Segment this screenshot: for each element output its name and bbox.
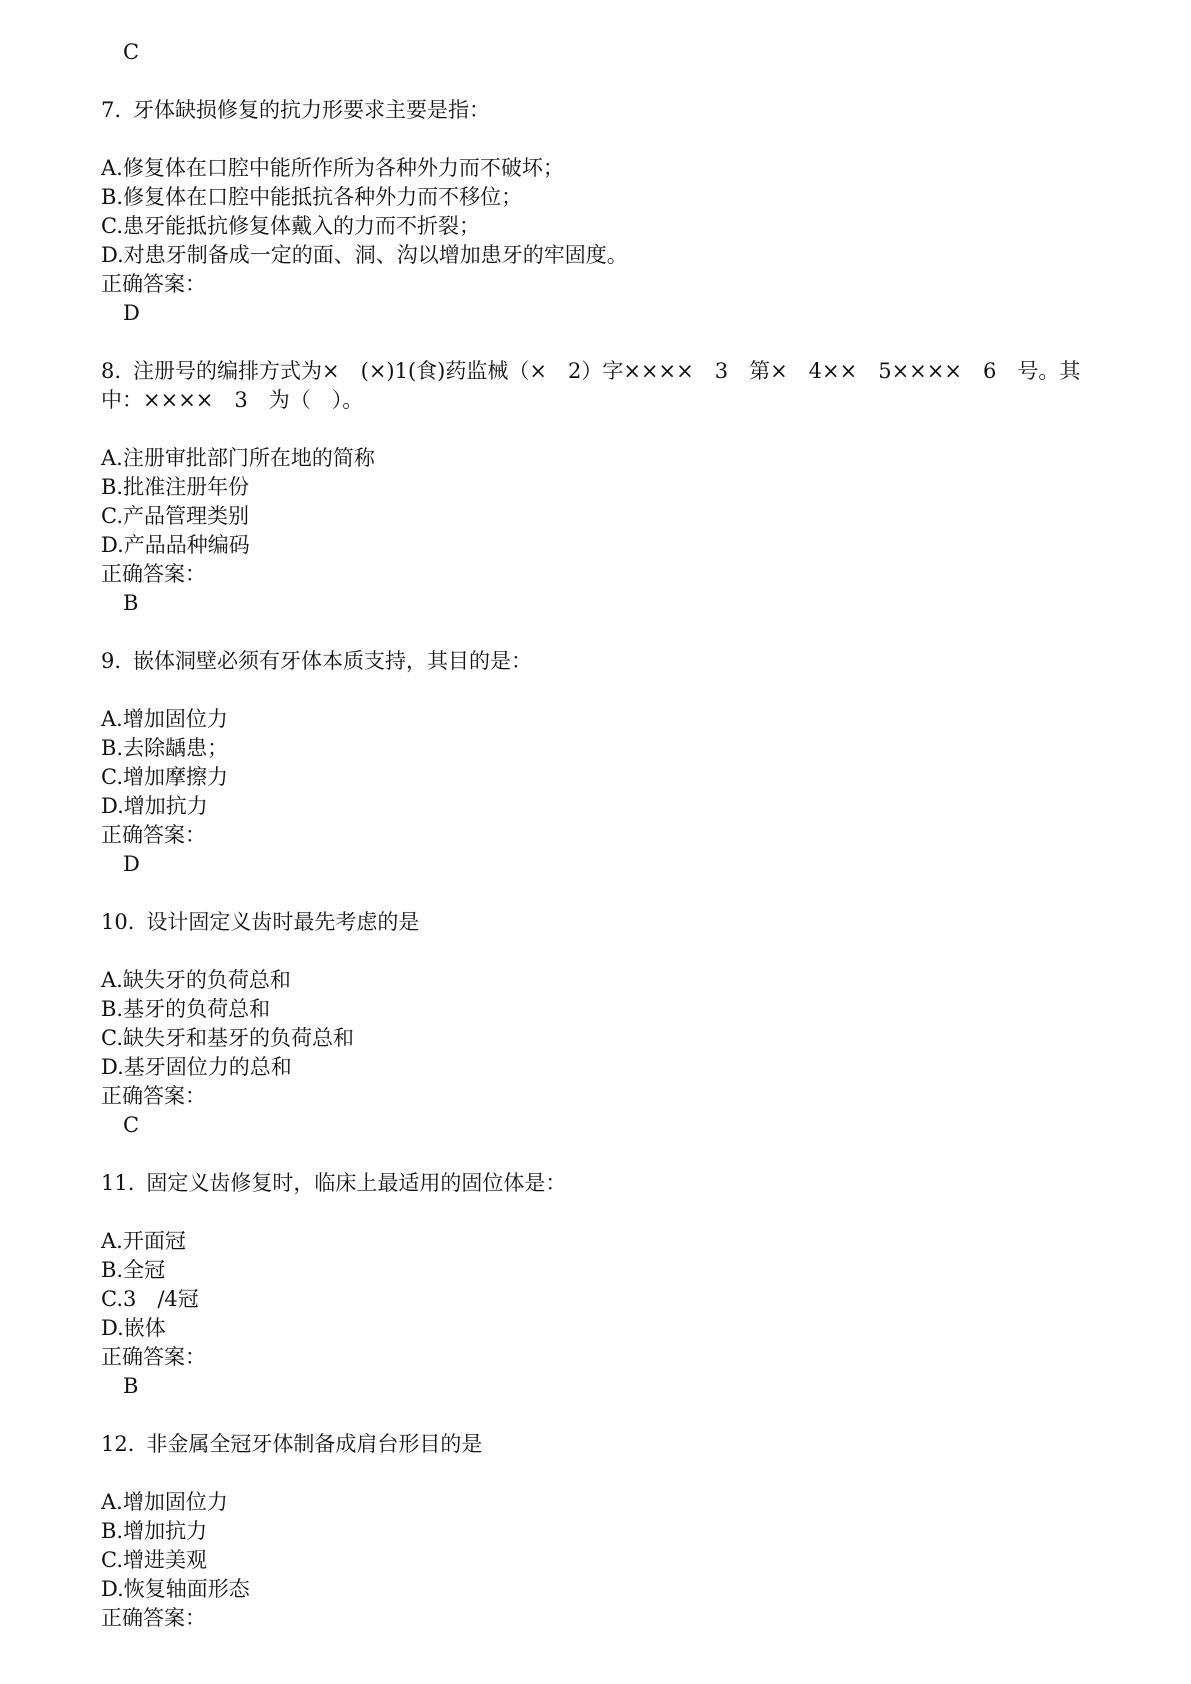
option-a: A.注册审批部门所在地的简称 <box>101 446 375 470</box>
question-stem: 非金属全冠牙体制备成肩台形目的是 <box>146 1432 483 1456</box>
question-number: 8. <box>101 359 122 383</box>
question-stem: 设计固定义齿时最先考虑的是 <box>146 910 420 934</box>
option-c: C.增进美观 <box>101 1548 207 1572</box>
option-c: C.增加摩擦力 <box>101 765 228 789</box>
question-block <box>101 908 1121 1140</box>
question-block <box>101 647 1121 879</box>
question-block <box>101 1430 1121 1633</box>
answer-label: 正确答案： <box>101 823 206 847</box>
option-b: B.批准注册年份 <box>101 475 250 499</box>
option-c: C.缺失牙和基牙的负荷总和 <box>101 1026 354 1050</box>
option-d: D.恢复轴面形态 <box>101 1577 250 1601</box>
option-b: B.去除龋患； <box>101 736 229 760</box>
option-b: B.修复体在口腔中能抵抗各种外力而不移位； <box>101 185 523 209</box>
option-a: A.缺失牙的负荷总和 <box>101 968 291 992</box>
answer-value: C <box>123 40 140 64</box>
option-c: C.产品管理类别 <box>101 504 249 528</box>
answer-label: 正确答案： <box>101 562 206 586</box>
question-stem: 注册号的编排方式为× (×)1(食)药监械（× 2）字×××× 3 第× 4×× 5×××× 6 号。其中：×××× 3 为（ ）。 <box>101 359 1081 412</box>
answer-label: 正确答案： <box>101 1345 206 1369</box>
question-text <box>101 908 1121 937</box>
question-block <box>101 1169 1121 1401</box>
option-b: B.增加抗力 <box>101 1519 208 1543</box>
option-b: B.全冠 <box>101 1258 166 1282</box>
option-d: D.增加抗力 <box>101 794 208 818</box>
question-number: 9. <box>101 649 122 673</box>
answer-value: B <box>123 591 139 615</box>
option-a: A.修复体在口腔中能所作所为各种外力而不破坏； <box>101 156 564 180</box>
question-stem: 固定义齿修复时，临床上最适用的固位体是： <box>146 1171 567 1195</box>
option-d: D.基牙固位力的总和 <box>101 1055 292 1079</box>
question-number: 7. <box>101 98 122 122</box>
option-c: C.患牙能抵抗修复体戴入的力而不折裂； <box>101 214 480 238</box>
option-b: B.基牙的负荷总和 <box>101 997 271 1021</box>
option-d: D.嵌体 <box>101 1316 166 1340</box>
answer-value: B <box>123 1374 139 1398</box>
question-block <box>101 357 1121 618</box>
answer-value: D <box>123 852 140 876</box>
question-text <box>101 1169 1121 1198</box>
option-a: A.增加固位力 <box>101 1490 228 1514</box>
answer-value: C <box>123 1113 140 1137</box>
question-text <box>101 96 1121 125</box>
option-a: A.开面冠 <box>101 1229 186 1253</box>
option-d: D.对患牙制备成一定的面、洞、沟以增加患牙的牢固度。 <box>101 243 628 267</box>
question-text <box>101 357 1121 415</box>
question-stem: 牙体缺损修复的抗力形要求主要是指： <box>133 98 491 122</box>
answer-label: 正确答案： <box>101 272 206 296</box>
question-number: 10. <box>101 910 135 934</box>
question-stem: 嵌体洞壁必须有牙体本质支持，其目的是： <box>133 649 533 673</box>
answer-label: 正确答案： <box>101 1606 206 1630</box>
option-a: A.增加固位力 <box>101 707 228 731</box>
question-number: 12. <box>101 1432 135 1456</box>
option-d: D.产品品种编码 <box>101 533 250 557</box>
answer-label: 正确答案： <box>101 1084 206 1108</box>
question-number: 11. <box>101 1171 135 1195</box>
question-block <box>101 96 1121 328</box>
question-text <box>101 1430 1121 1459</box>
option-c: C.3 /4冠 <box>101 1287 199 1311</box>
answer-value: D <box>123 301 140 325</box>
question-text <box>101 647 1121 676</box>
